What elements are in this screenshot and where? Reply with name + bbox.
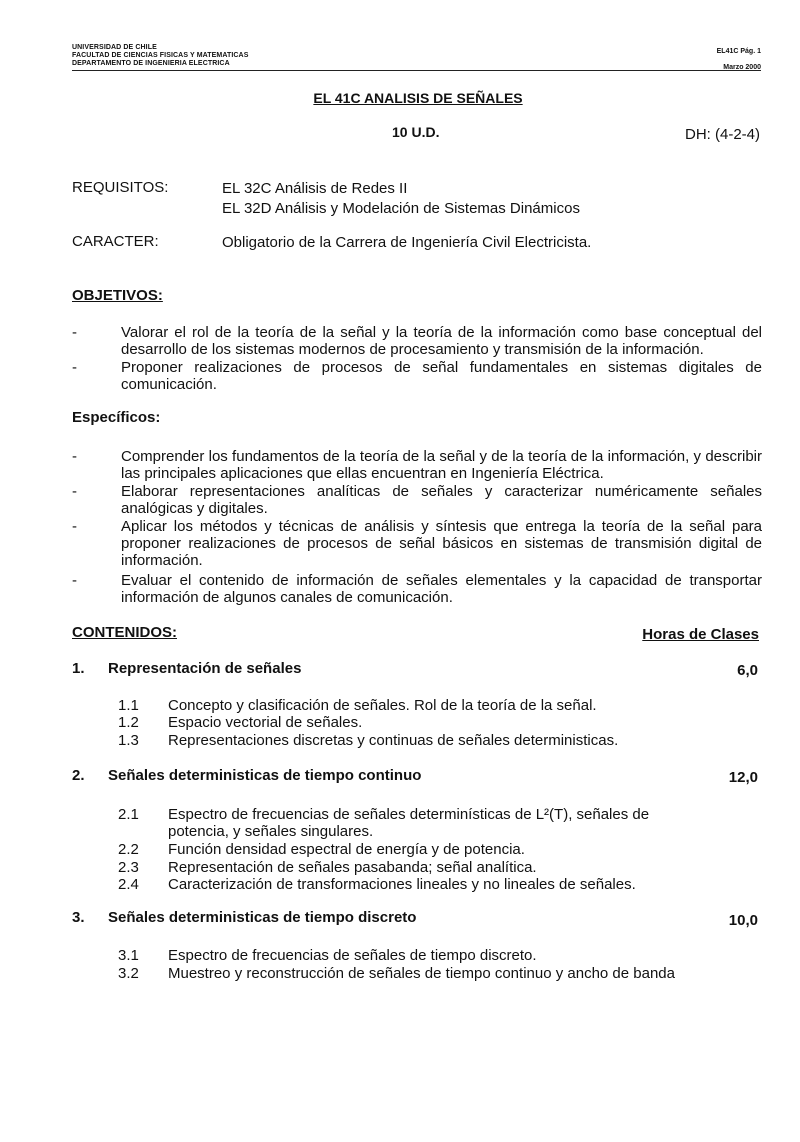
especifico-text: Aplicar los métodos y técnicas de análisis y síntesis que entrega la teoría de la señal para proponer realizaciones de procesos de señal básicos en sistemas de transmisión digital de información. <box>121 518 762 569</box>
objetivos-heading: OBJETIVOS: <box>72 287 163 304</box>
topic-hours: 6,0 <box>737 662 758 679</box>
caracter-label: CARACTER: <box>72 233 159 250</box>
document-date: Marzo 2000 <box>723 64 761 71</box>
subtopic-number: 1.1 <box>118 697 139 714</box>
subtopic-item <box>118 714 678 731</box>
bullet-dash: - <box>72 448 77 465</box>
subtopic-item <box>118 697 678 714</box>
course-page-ref: EL41C Pág. 1 <box>716 48 761 55</box>
subtopic-item <box>118 732 678 749</box>
topic-number: 1. <box>72 660 85 677</box>
especificos-heading: Específicos: <box>72 409 161 426</box>
university-name: UNIVERSIDAD DE CHILE <box>72 44 157 51</box>
topic-hours: 12,0 <box>728 769 758 786</box>
bullet-dash: - <box>72 483 77 500</box>
topic-title: Señales deterministicas de tiempo continuo <box>108 767 422 784</box>
objetivo-item <box>72 359 762 393</box>
subtopic-text: Caracterización de transformaciones lineales y no lineales de señales. <box>168 876 636 893</box>
subtopic-item <box>118 806 678 840</box>
subtopic-item <box>118 947 678 964</box>
especifico-item <box>72 448 762 482</box>
topic-number: 2. <box>72 767 85 784</box>
subtopic-text: Representaciones discretas y continuas de señales deterministicas. <box>168 732 619 749</box>
subtopic-text: Espectro de frecuencias de señales determinísticas de L²(T), señales de potencia, y señales singulares. <box>168 806 650 840</box>
subtopic-number: 2.1 <box>118 806 139 823</box>
caracter-value: Obligatorio de la Carrera de Ingeniería Civil Electricista. <box>222 234 592 251</box>
department-name: DEPARTAMENTO DE INGENIERIA ELECTRICA <box>72 60 230 67</box>
especifico-text: Comprender los fundamentos de la teoría de la señal y de la teoría de la información, y describir las principales aplicaciones que ellas encuentran en Ingeniería Eléctrica. <box>121 448 762 482</box>
bullet-dash: - <box>72 359 77 376</box>
topic-hours: 10,0 <box>728 912 758 929</box>
subtopic-number: 3.2 <box>118 965 139 982</box>
subtopic-number: 3.1 <box>118 947 139 964</box>
header-divider <box>72 70 761 71</box>
subtopic-item <box>118 841 678 858</box>
contenidos-heading: CONTENIDOS: <box>72 624 177 641</box>
especifico-text: Evaluar el contenido de información de señales elementales y la capacidad de transportar información de algunos canales de comunicación. <box>121 572 762 606</box>
course-units: 10 U.D. <box>392 124 440 140</box>
subtopic-item <box>118 859 678 876</box>
bullet-dash: - <box>72 572 77 589</box>
especifico-item <box>72 518 762 569</box>
topic-number: 3. <box>72 909 85 926</box>
course-hours-distribution: DH: (4-2-4) <box>684 126 760 143</box>
topic-title: Representación de señales <box>108 660 302 677</box>
hours-heading: Horas de Clases <box>642 626 759 643</box>
subtopic-number: 1.2 <box>118 714 139 731</box>
subtopic-number: 2.2 <box>118 841 139 858</box>
requisito-item: EL 32C Análisis de Redes II <box>222 180 408 197</box>
subtopic-text: Representación de señales pasabanda; señal analítica. <box>168 859 537 876</box>
course-title: EL 41C ANALISIS DE SEÑALES <box>313 90 523 106</box>
subtopic-number: 2.3 <box>118 859 139 876</box>
faculty-name: FACULTAD DE CIENCIAS FISICAS Y MATEMATICAS <box>72 52 249 59</box>
subtopic-item <box>118 965 678 982</box>
especifico-text: Elaborar representaciones analíticas de señales y caracterizar numéricamente señales analógicas y digitales. <box>121 483 762 517</box>
subtopic-number: 2.4 <box>118 876 139 893</box>
requisitos-label: REQUISITOS: <box>72 179 169 196</box>
bullet-dash: - <box>72 518 77 535</box>
bullet-dash: - <box>72 324 77 341</box>
requisito-item: EL 32D Análisis y Modelación de Sistemas Dinámicos <box>222 200 580 217</box>
subtopic-number: 1.3 <box>118 732 139 749</box>
objetivo-item <box>72 324 762 358</box>
subtopic-text: Espectro de frecuencias de señales de tiempo discreto. <box>168 947 537 964</box>
objetivo-text: Proponer realizaciones de procesos de señal fundamentales en sistemas digitales de comunicación. <box>121 359 762 393</box>
objetivo-text: Valorar el rol de la teoría de la señal y la teoría de la información como base conceptual del desarrollo de los sistemas modernos de procesamiento y transmisión de la información. <box>121 324 762 358</box>
topic-title: Señales deterministicas de tiempo discreto <box>108 909 417 926</box>
especifico-item <box>72 572 762 606</box>
especifico-item <box>72 483 762 517</box>
subtopic-text: Espacio vectorial de señales. <box>168 714 363 731</box>
subtopic-text: Concepto y clasificación de señales. Rol de la teoría de la señal. <box>168 697 597 714</box>
subtopic-text: Función densidad espectral de energía y de potencia. <box>168 841 525 858</box>
institution-header <box>72 44 248 68</box>
subtopic-item <box>118 876 678 893</box>
subtopic-text: Muestreo y reconstrucción de señales de tiempo continuo y ancho de banda <box>168 965 675 982</box>
